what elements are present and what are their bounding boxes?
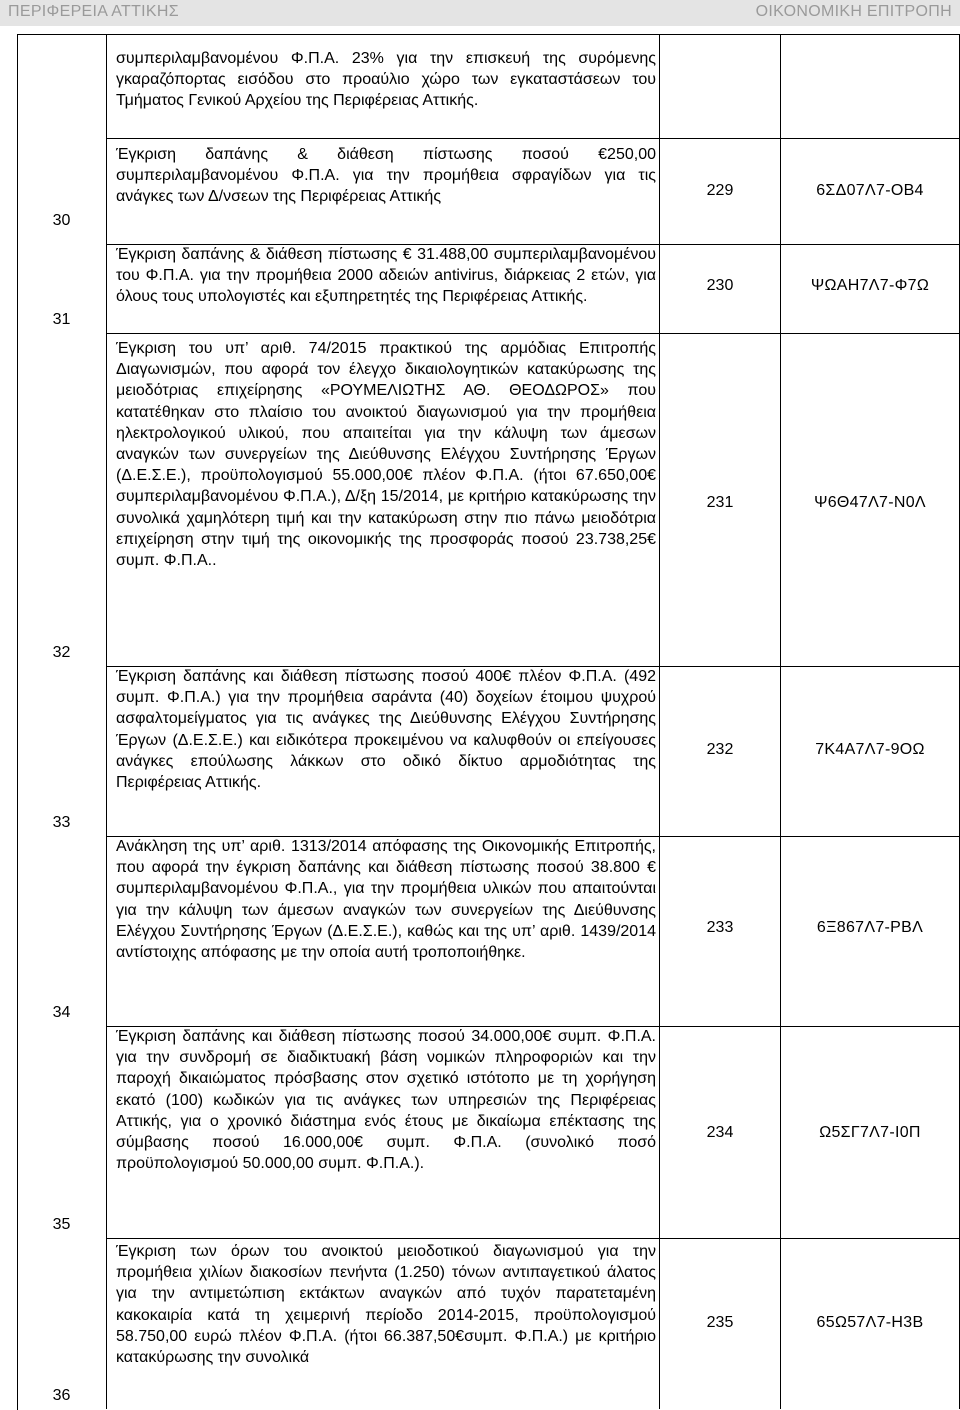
ada-number: 231 (706, 494, 734, 511)
row-number: 32 (52, 644, 71, 661)
ada-number: 230 (706, 277, 734, 294)
row-text: Έγκριση του υπ’ αριθ. 74/2015 πρακτικού της αρμόδιας Επιτροπής Διαγωνισμών, που αφορά τον έλεγχο δικαιολογητικών κατακύρωσης της μειοδότριας επιχείρησης «ΡΟΥΜΕΛΙΩΤΗΣ ΑΘ. ΘΕΟΔΩΡΟΣ» που κατατέθηκαν στο πλαίσιο του ανοικτού διαγωνισμού για την προμήθεια ηλεκτρολογικού υλικού, που απαιτείται για την κάλυψη των άμεσων αναγκών των συνεργείων της Διεύθυνσης Ελέγχου Συντήρησης Έργων (Δ.Ε.Σ.Ε.), προϋπολογισμού 55.000,00€ πλέον Φ.Π.Α. (ήτοι 67.650,00€ συμπεριλαμβανομένου Φ.Π.Α.), Δ/ξη 15/2014, με κριτήριο κατακύρωσης την συνολικά χαμηλότερη τιμή και την κατακύρωση στην πιο πάνω μειοδότρια επιχείρηση στην τιμή της οικονομικής της προσφοράς ποσού 23.738,25€ συμπ. Φ.Π.Α.. (116, 340, 656, 570)
row-text: Έγκριση δαπάνης & διάθεση πίστωσης € 31.488,00 συμπεριλαμβανομένου του Φ.Π.Α. για την προμήθεια 2000 αδειών antivirus, διάρκειας 2 ετών, για όλους τους υπολογιστές και εξυπηρετητές της Περιφέρειας Αττικής. (116, 246, 656, 306)
row-number: 31 (52, 311, 71, 328)
ada-number: 233 (706, 919, 734, 936)
page-header (0, 0, 960, 26)
row-text: Έγκριση των όρων του ανοικτού μειοδοτικού διαγωνισμού για την προμήθεια χιλίων διακοσίων πενήντα (1.250) τόνων αντιπαγετικού άλατος για την αντιμετώπιση εκτάκτων αναγκών από τυχόν παρατεταμένη κακοκαιρία κατά τη χειμερινή περίοδο 2014-2015, προϋπολογισμού 58.750,00 ευρώ πλέον Φ.Π.Α. (ήτοι 66.387,50€συμπ. Φ.Π.Α.) με κριτήριο κατακύρωσης την συνολικά (116, 1243, 656, 1367)
row-divider (106, 1238, 959, 1239)
row-divider (106, 333, 959, 334)
ada-number: 235 (706, 1314, 734, 1331)
row-number: 35 (52, 1216, 71, 1233)
column-divider (106, 34, 107, 1409)
ada-code: Ψ6Θ47Λ7-Ν0Λ (814, 494, 926, 511)
header-committee: ΟΙΚΟΝΟΜΙΚΗ ΕΠΙΤΡΟΠΗ (755, 3, 952, 20)
row-number: 30 (52, 212, 71, 229)
row-number: 36 (52, 1387, 71, 1404)
row-text: Έγκριση δαπάνης & διάθεση πίστωσης ποσού €250,00 συμπεριλαμβανομένου Φ.Π.Α. για την προμήθεια σφραγίδων για τις ανάγκες των Δ/νσεων της Περιφέρειας Αττικής (116, 146, 656, 206)
ada-number: 234 (706, 1124, 734, 1141)
row-number: 34 (52, 1004, 71, 1021)
row-text: Ανάκληση της υπ’ αριθ. 1313/2014 απόφασης της Οικονομικής Επιτροπής, που αφορά την έγκριση δαπάνης και διάθεση πίστωσης ποσού 38.800 € συμπεριλαμβανομένου Φ.Π.Α., για την προμήθεια υλικών που απαιτούνται για την κάλυψη των άμεσων αναγκών των συνεργείων της Διεύθυνσης Ελέγχου Συντήρησης Έργων (Δ.Ε.Σ.Ε.), καθώς και της υπ’ αριθ. 1439/2014 αντίστοιχης απόφασης με την οποία αυτή τροποποιήθηκε. (116, 838, 656, 962)
ada-code: 6Ξ867Λ7-ΡΒΛ (816, 919, 924, 936)
column-divider (780, 34, 781, 1409)
column-divider (659, 34, 660, 1409)
ada-number: 232 (706, 741, 734, 758)
ada-number: 229 (706, 182, 734, 199)
ada-code: 7Κ4Α7Λ7-9ΟΩ (815, 741, 925, 758)
header-region: ΠΕΡΙΦΕΡΕΙΑ ΑΤΤΙΚΗΣ (8, 3, 179, 20)
row-number: 33 (52, 814, 71, 831)
row-text: συμπεριλαμβανομένου Φ.Π.Α. 23% για την επισκευή της συρόμενης γκαραζόπορτας εισόδου στο προαύλιο χώρο των εγκαταστάσεων του Τμήματος Γενικού Αρχείου της Περιφέρειας Αττικής. (116, 50, 656, 110)
ada-code: Ω5ΣΓ7Λ7-Ι0Π (819, 1124, 921, 1141)
ada-code: ΨΩΑΗ7Λ7-Φ7Ω (810, 277, 930, 294)
row-text: Έγκριση δαπάνης και διάθεση πίστωσης ποσού 34.000,00€ συμπ. Φ.Π.Α. για την συνδρομή σε διαδικτυακή βάση νομικών πληροφοριών και την παροχή δικαιώματος πρόσβασης στον σχετικό ιστότοπο με τη χορήγηση εκατό (100) κωδικών για τις ανάγκες των υπηρεσιών της Περιφέρειας Αττικής, για ο χρονικό διάστημα ενός έτους με δικαίωμα επέκτασης της σύμβασης ποσού 16.000,00€ συμπ. Φ.Π.Α. (συνολικό ποσό προϋπολογισμού 50.000,00 συμπ. Φ.Π.Α.). (116, 1028, 656, 1173)
row-divider (106, 138, 959, 139)
ada-code: 65Ω57Λ7-Η3Β (816, 1314, 924, 1331)
row-text: Έγκριση δαπάνης και διάθεση πίστωσης ποσού 400€ πλέον Φ.Π.Α. (492 συμπ. Φ.Π.Α.) για την προμήθεια σαράντα (40) δοχείων έτοιμου ψυχρού ασφαλτομείγματος για τις ανάγκες της Διεύθυνσης Ελέγχου Συντήρησης Έργων (Δ.Ε.Σ.Ε.) και ειδικότερα προκειμένου να καλυφθούν οι επείγουσες ανάγκες επούλωσης λάκκων στο οδικό δίκτυο αρμοδιότητας της Περιφέρειας Αττικής. (116, 668, 656, 792)
ada-code: 6ΣΔ07Λ7-ΟΒ4 (816, 182, 924, 199)
